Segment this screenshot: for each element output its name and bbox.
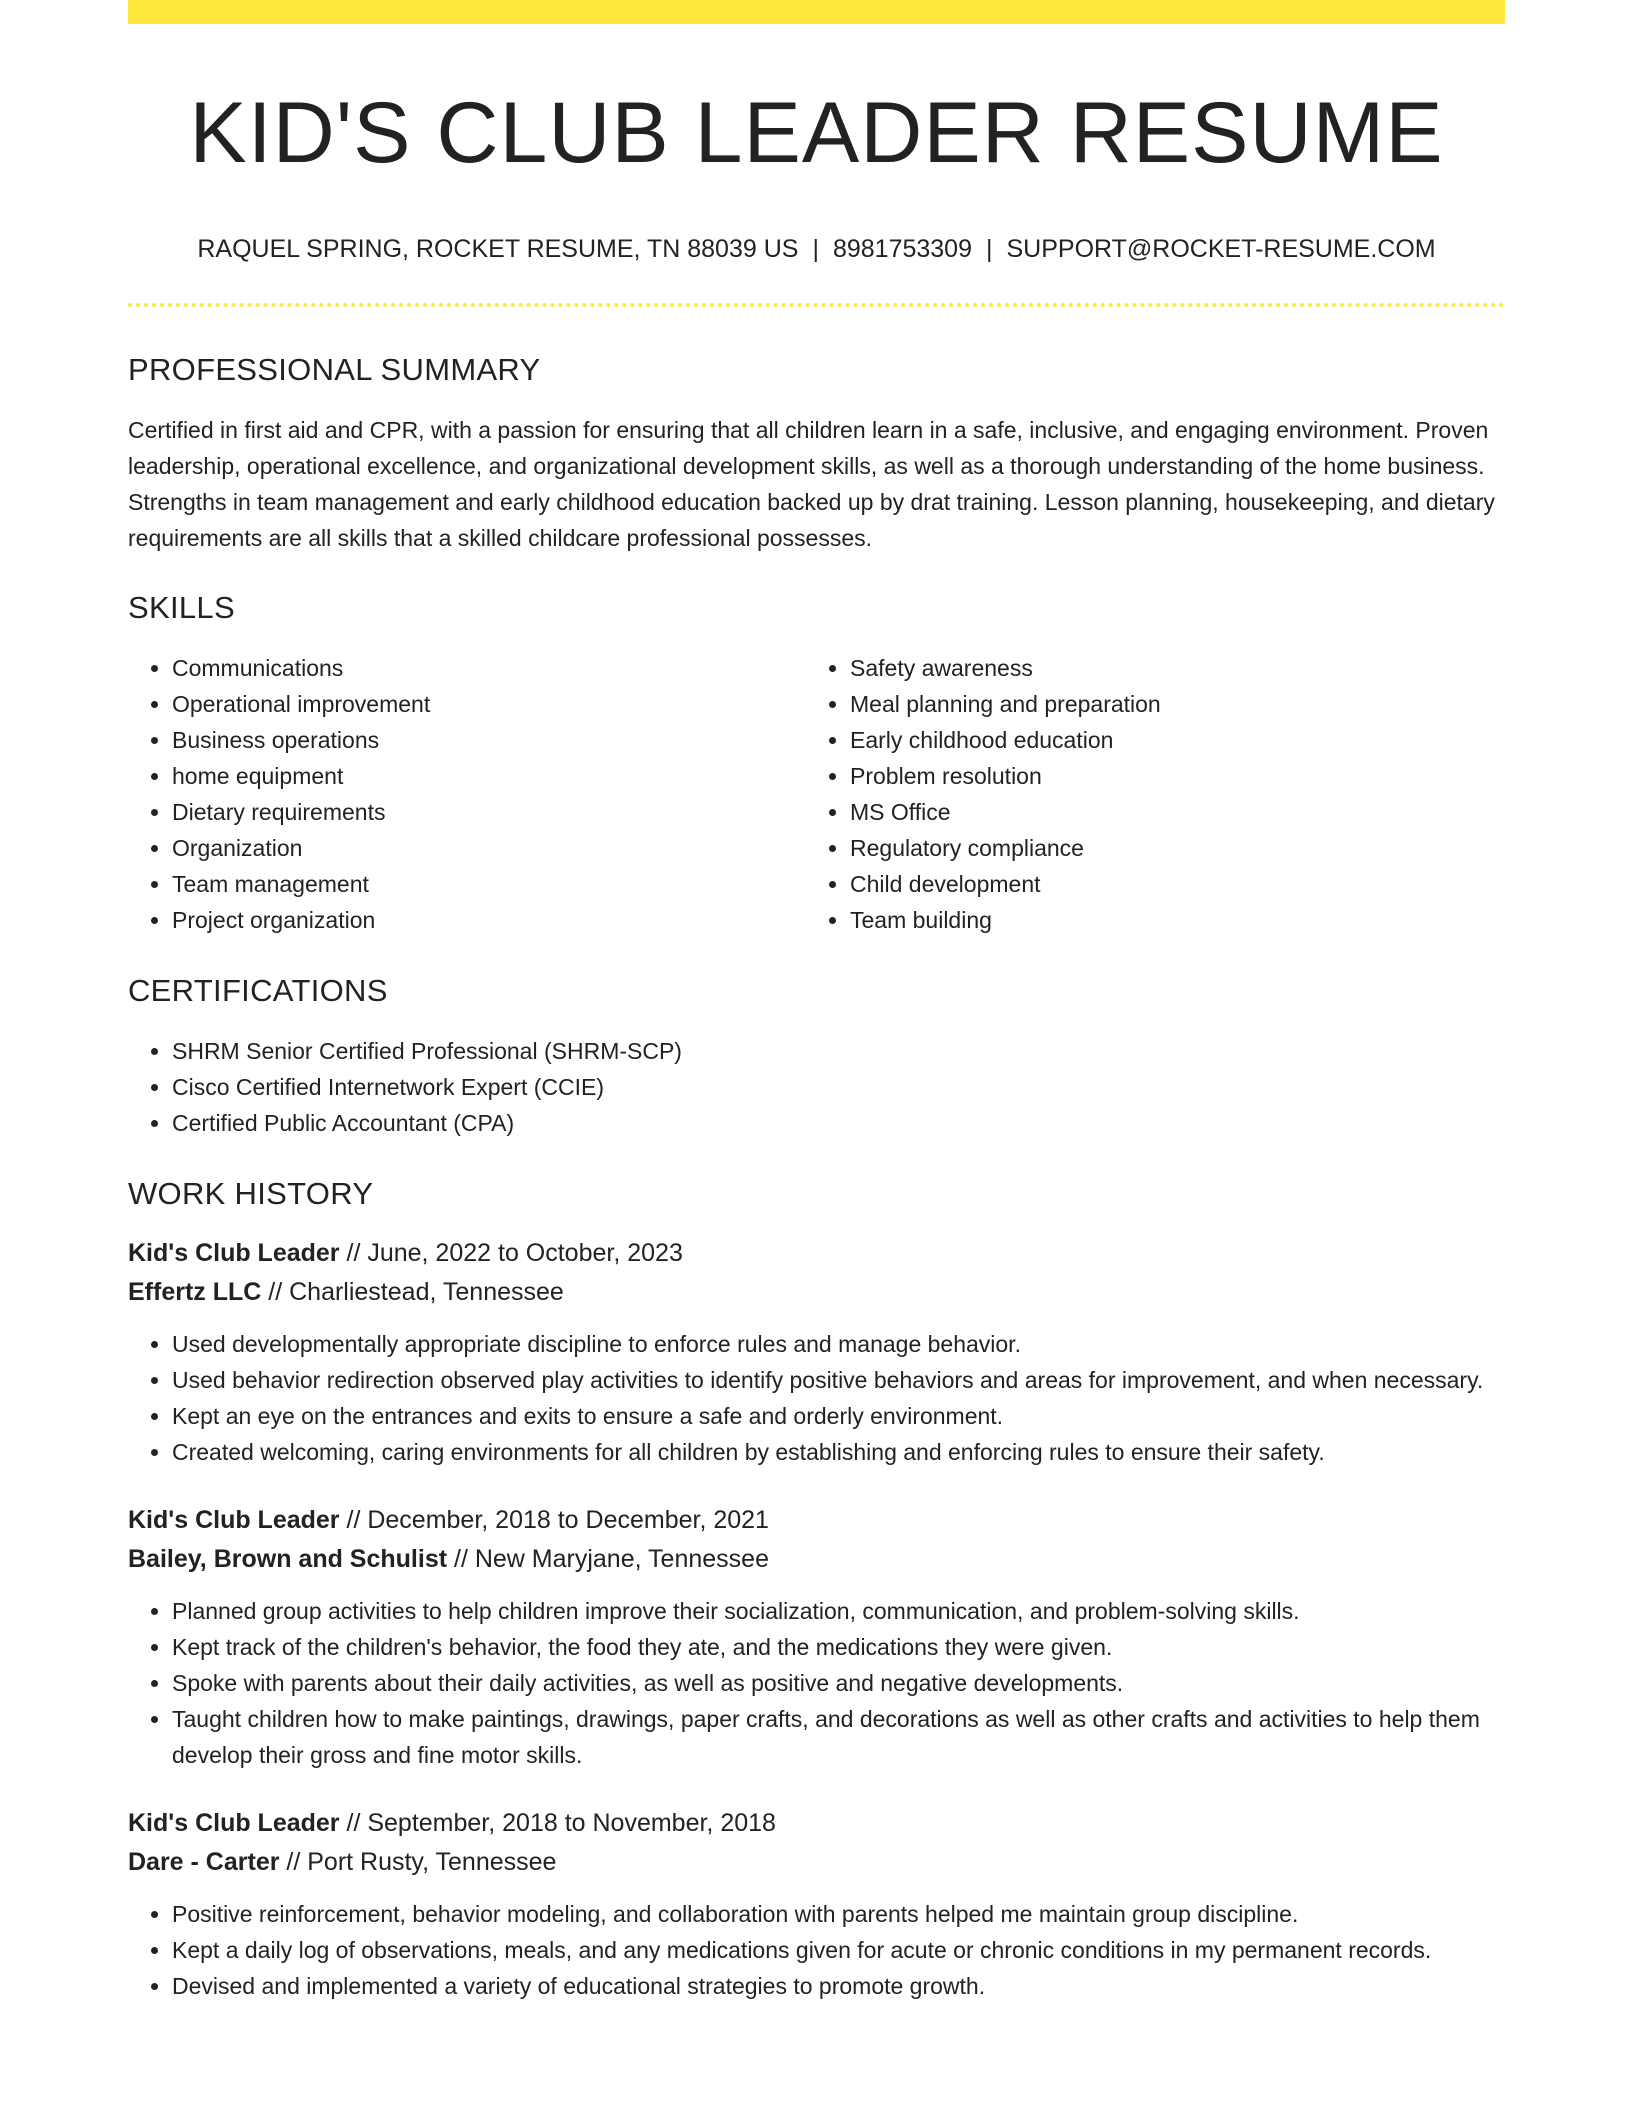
list-item: • Spoke with parents about their daily activities, as well as positive and negative developments. xyxy=(172,1665,1505,1701)
list-item: • Used behavior redirection observed play activities to identify positive behaviors and areas for improvement, and when necessary. xyxy=(172,1362,1505,1398)
contact-separator: | xyxy=(986,235,993,264)
job-title: Kid's Club Leader xyxy=(128,1809,340,1838)
list-item: • Cisco Certified Internetwork Expert (CCIE) xyxy=(172,1069,1505,1105)
list-item: • Planned group activities to help children improve their socialization, communication, and problem-solving skills. xyxy=(172,1593,1505,1629)
list-item: • Positive reinforcement, behavior modeling, and collaboration with parents helped me maintain group discipline. xyxy=(172,1896,1505,1932)
certifications-list xyxy=(128,1033,1505,1141)
list-item: • Child development xyxy=(850,866,1484,902)
job-company-line xyxy=(128,1273,1505,1312)
job-title: Kid's Club Leader xyxy=(128,1506,340,1535)
summary-text: Certified in first aid and CPR, with a passion for ensuring that all children learn in a safe, inclusive, and engaging environment. Proven leadership, operational excellence, and organizational development skills, as well as a thorough understanding of the home business. Strengths in team management and early childhood education backed up by drat training. Lesson planning, housekeeping, and dietary requirements are all skills that a skilled childcare professional possesses. xyxy=(128,416,1495,551)
list-item: • Problem resolution xyxy=(850,758,1484,794)
job-bullets xyxy=(128,1326,1505,1470)
list-item: • Devised and implemented a variety of educational strategies to promote growth. xyxy=(172,1968,1505,2004)
list-item: • Kept track of the children's behavior, the food they ate, and the medications they were given. xyxy=(172,1629,1505,1665)
job-company: Bailey, Brown and Schulist xyxy=(128,1545,448,1574)
skills-list-right xyxy=(806,650,1484,938)
top-accent-bar xyxy=(128,0,1505,24)
dotted-divider xyxy=(128,303,1505,307)
contact-address: RAQUEL SPRING, ROCKET RESUME, TN 88039 US xyxy=(197,235,799,264)
job-title-line xyxy=(128,1804,1505,1843)
work-history-heading: WORK HISTORY xyxy=(128,1176,374,1212)
contact-separator: | xyxy=(812,235,819,264)
list-item: • home equipment xyxy=(172,758,806,794)
job-entry xyxy=(128,1804,1505,2004)
contact-phone: 8981753309 xyxy=(832,235,972,264)
job-location: // Charliestead, Tennessee xyxy=(261,1278,564,1307)
list-item: • Used developmentally appropriate discipline to enforce rules and manage behavior. xyxy=(172,1326,1505,1362)
job-dates: // December, 2018 to December, 2021 xyxy=(339,1506,769,1535)
list-item: • Early childhood education xyxy=(850,722,1484,758)
list-item: • Meal planning and preparation xyxy=(850,686,1484,722)
job-company-line xyxy=(128,1843,1505,1882)
job-company-line xyxy=(128,1540,1505,1579)
list-item: • Team building xyxy=(850,902,1484,938)
list-item: • Regulatory compliance xyxy=(850,830,1484,866)
job-company: Dare - Carter xyxy=(128,1848,280,1877)
job-dates: // June, 2022 to October, 2023 xyxy=(339,1239,683,1268)
job-title-line xyxy=(128,1234,1505,1273)
list-item: • Kept a daily log of observations, meals, and any medications given for acute or chronic conditions in my permanent records. xyxy=(172,1932,1505,1968)
job-entry xyxy=(128,1501,1505,1773)
job-location: // New Maryjane, Tennessee xyxy=(447,1545,769,1574)
job-entry xyxy=(128,1234,1505,1470)
list-item: • Business operations xyxy=(172,722,806,758)
list-item: • Certified Public Accountant (CPA) xyxy=(172,1105,1505,1141)
resume-page xyxy=(128,0,1505,2004)
list-item: • MS Office xyxy=(850,794,1484,830)
job-bullets xyxy=(128,1896,1505,2004)
resume-title: KID'S CLUB LEADER RESUME xyxy=(189,85,1444,181)
list-item: • SHRM Senior Certified Professional (SHRM-SCP) xyxy=(172,1033,1505,1069)
skills-column-right xyxy=(806,650,1484,938)
list-item: • Created welcoming, caring environments for all children by establishing and enforcing rules to ensure their safety. xyxy=(172,1434,1505,1470)
list-item: • Safety awareness xyxy=(850,650,1484,686)
work-history-list xyxy=(128,1234,1505,2004)
summary-heading: PROFESSIONAL SUMMARY xyxy=(128,351,541,387)
skills-heading: SKILLS xyxy=(128,589,235,625)
list-item: • Project organization xyxy=(172,902,806,938)
list-item: • Team management xyxy=(172,866,806,902)
job-title-line xyxy=(128,1501,1505,1540)
job-bullets xyxy=(128,1593,1505,1773)
list-item: • Operational improvement xyxy=(172,686,806,722)
job-company: Effertz LLC xyxy=(128,1278,262,1307)
skills-columns xyxy=(128,650,1505,938)
list-item: • Organization xyxy=(172,830,806,866)
skills-column-left xyxy=(128,650,806,938)
contact-email: SUPPORT@ROCKET-RESUME.COM xyxy=(1006,235,1436,264)
list-item: • Taught children how to make paintings, drawings, paper crafts, and decorations as well as other crafts and activities to help them develop their gross and fine motor skills. xyxy=(172,1701,1505,1773)
list-item: • Communications xyxy=(172,650,806,686)
skills-list-left xyxy=(128,650,806,938)
job-title: Kid's Club Leader xyxy=(128,1239,340,1268)
list-item: • Kept an eye on the entrances and exits to ensure a safe and orderly environment. xyxy=(172,1398,1505,1434)
job-dates: // September, 2018 to November, 2018 xyxy=(339,1809,776,1838)
job-location: // Port Rusty, Tennessee xyxy=(279,1848,557,1877)
list-item: • Dietary requirements xyxy=(172,794,806,830)
contact-line xyxy=(128,233,1505,266)
certifications-heading: CERTIFICATIONS xyxy=(128,973,388,1009)
